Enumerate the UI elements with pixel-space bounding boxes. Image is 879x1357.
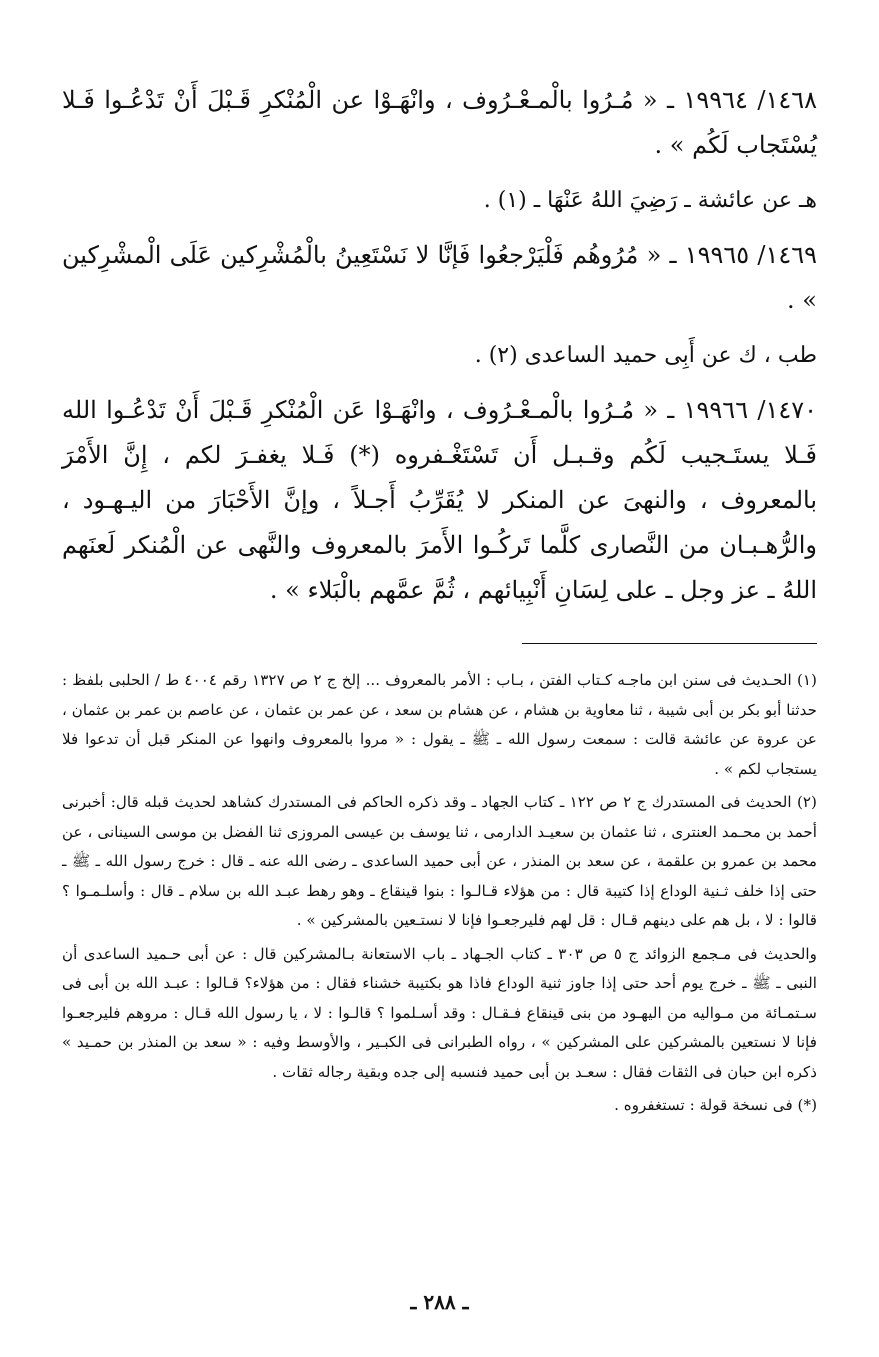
footnote-2: (٢) الحديث فى المستدرك ج ٢ ص ١٢٢ ـ كتاب الجهاد ـ وقد ذكره الحاكم فى المستدرك كشاهد لحديث قبله قال: أخبرنى أحمد بن محـمد العنترى ، ثنا عثمان بن سعيـد الدارمى ، ثنا يوسف بن عيسى المروزى ثنا الفضل بن موسى السينانى ، عن محمد بن عمرو بن علقمة ، عن سعد بن المنذر ، عن أبى حميد الساعدى ـ رضى الله عنه ـ قال : خرج رسول الله ـ ﷺ ـ حتى إذا خلف ثـنية الوداع إذا كتيبة قال : من هؤلاء قـالـوا : بنوا قينقاع ـ وهو رهط عبـد الله بن سلام ـ قال : وأسلـمـوا ؟ قالوا : لا ، بل هم على دينهم قـال : قل لهم فليرجعـوا فإنا لا نستـعين بالمشركين » .: [62, 793, 817, 929]
hadith-entry-1469: ١٤٦٩/ ١٩٩٦٥ ـ « مُرُوهُم فَلْيَرْجعُوا فَإنَّا لا نَسْتَعِينُ بالْمُشْرِكين عَلَى الْمشْرِكين » .: [62, 241, 817, 314]
hadith-entry-1470: ١٤٧٠/ ١٩٩٦٦ ـ « مُـرُوا بالْمـعْـرُوف ، وانْهَـوْا عَن الْمُنْكرِ قَـبْلَ أَنْ تَدْعُـوا الله فَـلا يستَـجيب لَكُم وقـبـل أَن تَسْتَغْـفروه (*) فَـلا يغفـرَ لكم ، إِنَّ الأَمْرَ بالمعروف ، والنهىَ عن المنكر لا يُقَرِّبُ أَجـلاً ، وإنَّ الأَحْبَارَ من اليـهـود ، والرُّهـبـان من النَّصارى كلَّما تَركُـوا الأَمرَ بالمعروف والنَّهى عن الْمُنكر لَعنَهم اللهُ ـ عز وجل ـ على لِسَانِ أَنْبِيائهم ، ثُمَّ عمَّهم بالْبَلاء » .: [62, 396, 817, 604]
footnote-2-continued: والحديث فى مـجمع الزوائد ج ٥ ص ٣٠٣ ـ كتاب الجـهاد ـ باب الاستعانة بـالمشركين قال : عن أبى حـميد الساعدى أن النبى ـ ﷺ ـ خرج يوم أحد حتى إذا جاوز ثنية الوداع فاذا هو بكتيبة خشناء فقال : من هؤلاء؟ قـالوا : عبـد الله بن أبى فى سـتمـائة من مـواليه من اليهـود من بنى قينقاع فـقـال : وقد أسـلموا ؟ قالـوا : لا ، يا رسول الله قـال : مروهم فليرجعـوا فإنا لا نستعين بالمشركين على المشركين » ، رواه الطبرانى فى الكبـير ، والأوسط وفيه : « سعد بن المنذر بن حمـيد » ذكره ابن حبان فى الثقات فقال : سعـد بن أبى حميد فنسبه إلى جده وبقية رجاله ثقات .: [62, 944, 817, 1081]
page-number: ـ ٢٨٨ ـ: [410, 1290, 469, 1314]
hadith-source-1469: طب ، ك عن أَبِى حميد الساعدى (٢) .: [474, 343, 817, 368]
hadith-source-1468: هـ عن عائشة ـ رَضِيَ اللهُ عَنْهَا ـ (١) .: [483, 188, 817, 213]
main-text: [62, 78, 817, 613]
footnote-asterisk: (*) فى نسخة قولة : تستغفروه .: [614, 1096, 817, 1114]
hadith-entry-1468: ١٤٦٨/ ١٩٩٦٤ ـ « مُـرُوا بالْمـعْـرُوف ، وانْهَـوْا عن الْمُنْكرِ قَـبْلَ أَنْ تَدْعُـوا فَـلا يُسْتَجاب لَكُم » .: [62, 86, 817, 159]
footnotes: [62, 666, 817, 1121]
footnote-1: (١) الحـديث فى سنن ابن ماجـه كـتاب الفتن ، بـاب : الأمر بالمعروف ... إلخ ج ٢ ص ١٣٢٧ رقم ٤٠٠٤ ط / الحلبى بلفظ : حدثنا أبو بكر بن أبى شيبة ، ثنا معاوية بن هشام ، عن هشام بن سعد ، عن عمر بن عثمان ، عن عاصم بن عمر بن عثمان ، عن عروة عن عائشة قالت : سمعت رسول الله ـ ﷺ ـ يقول : « مروا بالمعروف وانهوا عن المنكر قبل أن تدعوا فلا يستجاب لكم » .: [62, 671, 817, 778]
footnote-divider: [522, 643, 817, 644]
